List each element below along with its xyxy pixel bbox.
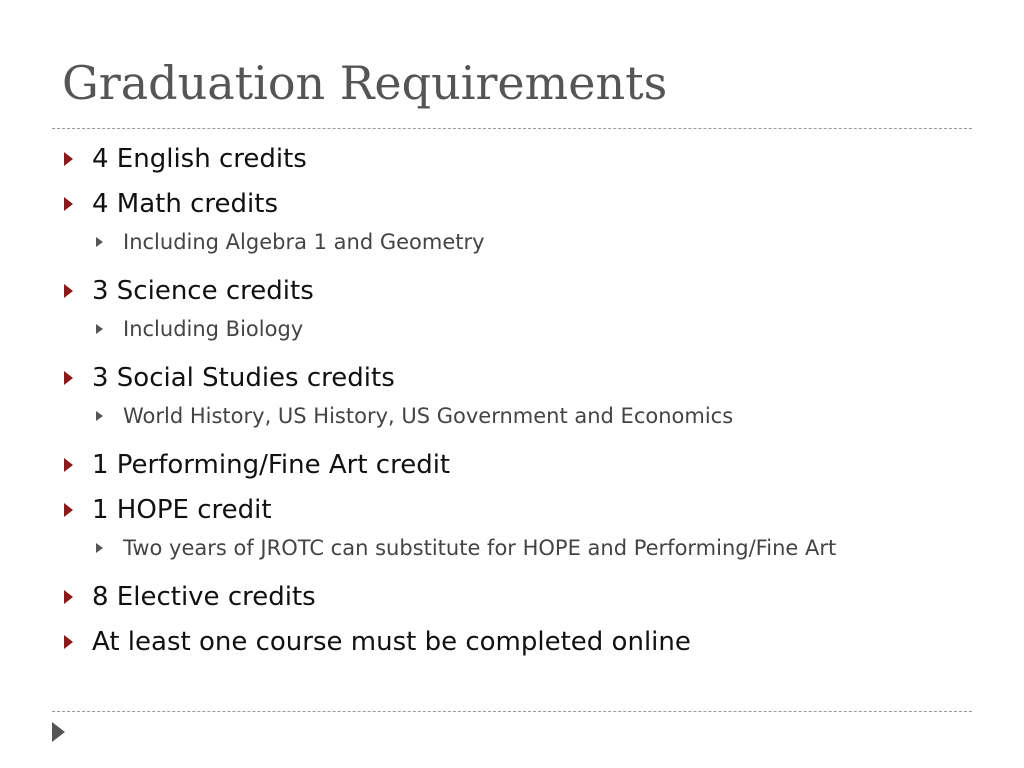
bullet-triangle-icon <box>64 503 73 517</box>
bullet-item <box>62 142 982 176</box>
bullet-item <box>62 493 982 527</box>
bullet-triangle-icon <box>64 458 73 472</box>
bullet-text: 4 Math credits <box>92 189 278 219</box>
sub-bullet-text: World History, US History, US Government and Economics <box>123 404 734 428</box>
sub-bullet-item <box>62 532 982 564</box>
sub-bullet-triangle-icon <box>96 237 103 247</box>
bullet-text: 3 Social Studies credits <box>92 363 395 393</box>
corner-triangle-icon <box>52 722 65 742</box>
bullet-item <box>62 361 982 395</box>
bullet-item <box>62 187 982 221</box>
bullet-item <box>62 448 982 482</box>
bullet-text: 4 English credits <box>92 144 307 174</box>
sub-bullet-item <box>62 313 982 345</box>
bullet-triangle-icon <box>64 371 73 385</box>
bullet-text: 3 Science credits <box>92 276 314 306</box>
sub-bullet-triangle-icon <box>96 411 103 421</box>
bullet-triangle-icon <box>64 152 73 166</box>
sub-bullet-text: Two years of JROTC can substitute for HOPE and Performing/Fine Art <box>123 536 837 560</box>
sub-bullet-item <box>62 400 982 432</box>
slide-title: Graduation Requirements <box>62 56 668 110</box>
footer-divider <box>52 711 972 712</box>
sub-bullet-item <box>62 226 982 258</box>
bullet-list <box>62 142 982 670</box>
bullet-triangle-icon <box>64 590 73 604</box>
bullet-triangle-icon <box>64 284 73 298</box>
sub-bullet-text: Including Biology <box>123 317 304 341</box>
sub-bullet-triangle-icon <box>96 543 103 553</box>
bullet-text: 8 Elective credits <box>92 582 316 612</box>
bullet-item <box>62 625 982 659</box>
title-divider <box>52 128 972 129</box>
bullet-text: 1 Performing/Fine Art credit <box>92 450 451 480</box>
bullet-text: At least one course must be completed online <box>92 627 691 657</box>
bullet-text: 1 HOPE credit <box>92 495 272 525</box>
bullet-item <box>62 580 982 614</box>
sub-bullet-triangle-icon <box>96 324 103 334</box>
bullet-item <box>62 274 982 308</box>
sub-bullet-text: Including Algebra 1 and Geometry <box>123 230 485 254</box>
bullet-triangle-icon <box>64 197 73 211</box>
bullet-triangle-icon <box>64 635 73 649</box>
